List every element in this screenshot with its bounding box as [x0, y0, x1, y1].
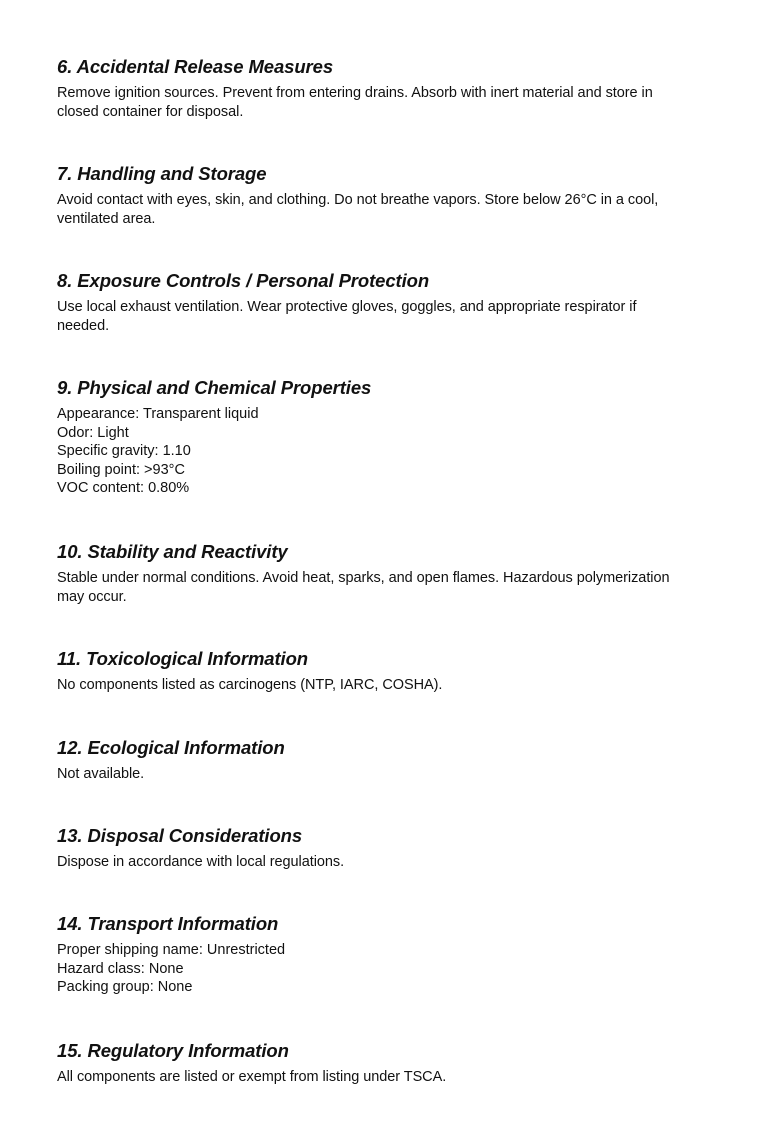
section-heading: 15. Regulatory Information: [57, 1040, 289, 1061]
section-handling-storage: [57, 163, 747, 229]
section-body-line: Stable under normal conditions. Avoid heat, sparks, and open flames. Hazardous polymerization: [57, 570, 670, 586]
section-body-line: Use local exhaust ventilation. Wear protective gloves, goggles, and appropriate respirator if: [57, 299, 637, 315]
section-body-line: needed.: [57, 318, 110, 334]
property-hazard-class: Hazard class: None: [57, 960, 184, 977]
section-body-line: Not available.: [57, 766, 145, 782]
section-body-line: Avoid contact with eyes, skin, and clothing. Do not breathe vapors. Store below 26°C in a cool,: [57, 192, 659, 208]
section-body-line: Dispose in accordance with local regulations.: [57, 854, 345, 870]
section-heading: 8. Exposure Controls / Personal Protection: [57, 270, 430, 291]
section-ecological: [57, 737, 747, 784]
section-heading: 12. Ecological Information: [57, 737, 285, 758]
section-heading: 14. Transport Information: [57, 913, 279, 934]
section-body-line: ventilated area.: [57, 211, 156, 227]
property-specific-gravity: Specific gravity: 1.10: [57, 443, 191, 459]
property-appearance: Appearance: Transparent liquid: [57, 406, 259, 422]
section-toxicological: [57, 648, 747, 695]
section-physical-chemical: [57, 377, 747, 498]
section-exposure-controls: [57, 270, 747, 336]
section-body-line: All components are listed or exempt from listing under TSCA.: [57, 1069, 447, 1085]
section-body-line: Remove ignition sources. Prevent from entering drains. Absorb with inert material and store in: [57, 85, 653, 101]
section-stability-reactivity: [57, 541, 747, 607]
section-regulatory: [57, 1040, 747, 1087]
section-heading: 10. Stability and Reactivity: [57, 541, 288, 562]
property-shipping-name: Proper shipping name: Unrestricted: [57, 942, 286, 958]
section-body-line: closed container for disposal.: [57, 104, 244, 120]
section-body-line: may occur.: [57, 589, 127, 605]
section-heading: 13. Disposal Considerations: [57, 825, 303, 846]
section-heading: 11. Toxicological Information: [57, 648, 308, 669]
property-boiling-point: Boiling point: >93°C: [57, 461, 185, 478]
section-accidental-release: [57, 56, 747, 122]
section-heading: 9. Physical and Chemical Properties: [57, 377, 372, 398]
property-packing-group: Packing group: None: [57, 979, 193, 995]
property-voc-content: VOC content: 0.80%: [57, 480, 190, 496]
property-odor: Odor: Light: [57, 424, 129, 441]
section-body-line: No components listed as carcinogens (NTP, IARC, COSHA).: [57, 677, 443, 693]
section-transport: [57, 913, 747, 997]
section-heading: 6. Accidental Release Measures: [57, 56, 334, 77]
section-heading: 7. Handling and Storage: [57, 163, 267, 184]
section-disposal: [57, 825, 747, 872]
